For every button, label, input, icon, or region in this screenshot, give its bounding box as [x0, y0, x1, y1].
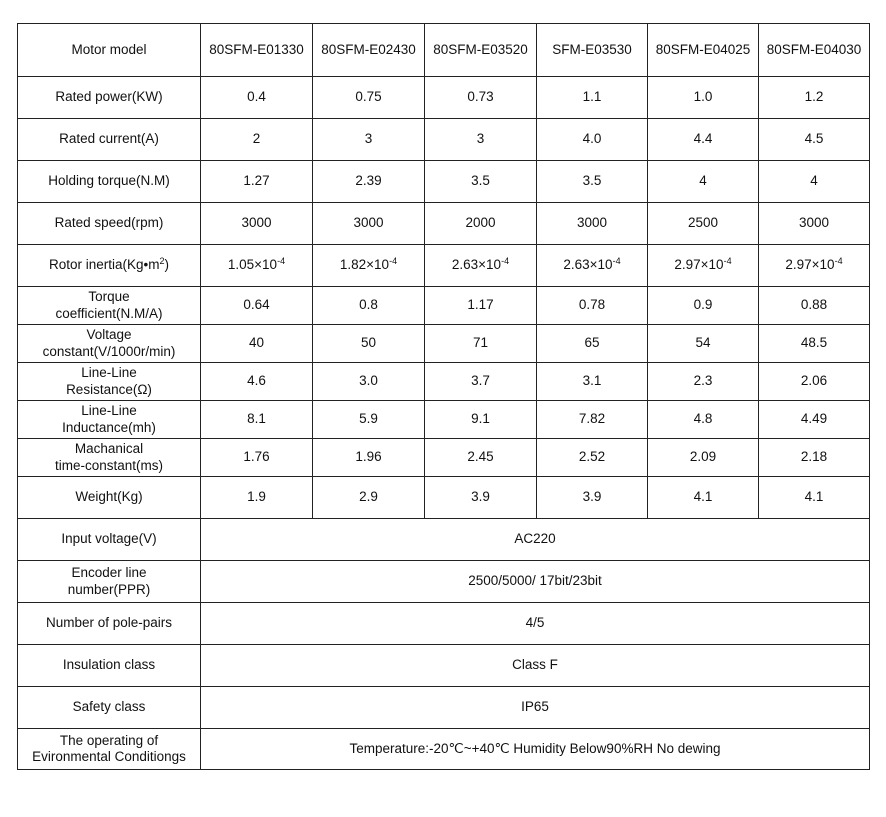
cell-value: 1.17 [425, 287, 537, 325]
value-exponent: -4 [389, 256, 398, 267]
cell-value: 1.0 [648, 77, 759, 119]
cell-value: 71 [425, 325, 537, 363]
cell-value: 3000 [201, 203, 313, 245]
cell-value: 3.0 [313, 363, 425, 401]
cell-value: 7.82 [537, 401, 648, 439]
table-row [18, 325, 870, 363]
cell-value: 1.27 [201, 161, 313, 203]
row-label: Input voltage(V) [18, 519, 201, 561]
cell-value: 0.78 [537, 287, 648, 325]
value-base: 2.97×10 [674, 257, 724, 273]
row-label: The operating of Evironmental Conditiongs [18, 729, 201, 770]
cell-value: 3.5 [425, 161, 537, 203]
cell-value: 9.1 [425, 401, 537, 439]
row-label: Motor model [18, 24, 201, 77]
cell-value: 2.3 [648, 363, 759, 401]
value-exponent: -4 [612, 256, 621, 267]
row-label: Line-Line Inductance(mh) [18, 401, 201, 439]
cell-value: 2.45 [425, 439, 537, 477]
row-label: Encoder line number(PPR) [18, 561, 201, 603]
cell-value [425, 245, 537, 287]
value-base: 2.97×10 [785, 257, 835, 273]
cell-value: 1.76 [201, 439, 313, 477]
motor-spec-table [17, 23, 870, 770]
cell-value: 3.9 [425, 477, 537, 519]
row-label: Holding torque(N.M) [18, 161, 201, 203]
table-row [18, 439, 870, 477]
cell-value: 3 [313, 119, 425, 161]
cell-value: 1.96 [313, 439, 425, 477]
cell-value [648, 245, 759, 287]
row-label: Torque coefficient(N.M/A) [18, 287, 201, 325]
table-row-shared [18, 645, 870, 687]
cell-value: 2 [201, 119, 313, 161]
cell-value: 3.9 [537, 477, 648, 519]
cell-value: 2500 [648, 203, 759, 245]
cell-value: 0.9 [648, 287, 759, 325]
table-row [18, 401, 870, 439]
row-label: Insulation class [18, 645, 201, 687]
cell-value: 4 [759, 161, 870, 203]
table-row-shared [18, 687, 870, 729]
model-header: 80SFM-E03520 [425, 24, 537, 77]
cell-value: 2000 [425, 203, 537, 245]
table-row [18, 161, 870, 203]
cell-value: 2.9 [313, 477, 425, 519]
cell-value: 3.7 [425, 363, 537, 401]
cell-value: 54 [648, 325, 759, 363]
model-header: 80SFM-E01330 [201, 24, 313, 77]
label-text: Rotor inertia(Kg•m [48, 257, 160, 273]
model-header: 80SFM-E04030 [759, 24, 870, 77]
cell-value: 4.49 [759, 401, 870, 439]
table-row [18, 119, 870, 161]
cell-value: 2.18 [759, 439, 870, 477]
cell-value: 48.5 [759, 325, 870, 363]
row-label: Number of pole-pairs [18, 603, 201, 645]
cell-value: 4.4 [648, 119, 759, 161]
cell-value: 4.8 [648, 401, 759, 439]
label-exponent: 2 [159, 256, 165, 267]
cell-value [201, 245, 313, 287]
cell-value [313, 245, 425, 287]
model-header: 80SFM-E02430 [313, 24, 425, 77]
row-label: Machanical time-constant(ms) [18, 439, 201, 477]
cell-value: 1.2 [759, 77, 870, 119]
label-text: ) [164, 257, 170, 273]
value-base: 2.63×10 [563, 257, 613, 273]
table-row-shared [18, 729, 870, 770]
cell-value: 3.1 [537, 363, 648, 401]
cell-value: 4.0 [537, 119, 648, 161]
shared-value: 2500/5000/ 17bit/23bit [201, 561, 870, 603]
cell-value: 2.39 [313, 161, 425, 203]
table-row [18, 203, 870, 245]
value-exponent: -4 [501, 256, 510, 267]
cell-value: 3000 [537, 203, 648, 245]
cell-value: 2.06 [759, 363, 870, 401]
cell-value: 50 [313, 325, 425, 363]
cell-value: 3000 [759, 203, 870, 245]
cell-value: 3000 [313, 203, 425, 245]
cell-value: 2.52 [537, 439, 648, 477]
value-exponent: -4 [834, 256, 843, 267]
model-header: SFM-E03530 [537, 24, 648, 77]
cell-value: 0.75 [313, 77, 425, 119]
table-row [18, 245, 870, 287]
row-label: Rated current(A) [18, 119, 201, 161]
cell-value: 4 [648, 161, 759, 203]
table-row-shared [18, 603, 870, 645]
shared-value: Class F [201, 645, 870, 687]
row-label: Safety class [18, 687, 201, 729]
cell-value: 1.1 [537, 77, 648, 119]
table-row [18, 77, 870, 119]
value-base: 1.82×10 [339, 257, 390, 273]
table-row [18, 363, 870, 401]
cell-value: 8.1 [201, 401, 313, 439]
table-row-shared [18, 519, 870, 561]
value-base: 2.63×10 [451, 257, 502, 273]
cell-value: 65 [537, 325, 648, 363]
table-row [18, 477, 870, 519]
cell-value [537, 245, 648, 287]
cell-value: 5.9 [313, 401, 425, 439]
value-exponent: -4 [277, 256, 286, 267]
cell-value: 4.1 [759, 477, 870, 519]
shared-value: Temperature:-20℃~+40℃ Humidity Below90%RH No dewing [201, 729, 870, 770]
row-label: Rated speed(rpm) [18, 203, 201, 245]
value-base: 1.05×10 [227, 257, 278, 273]
cell-value: 40 [201, 325, 313, 363]
cell-value: 1.9 [201, 477, 313, 519]
shared-value: IP65 [201, 687, 870, 729]
shared-value: AC220 [201, 519, 870, 561]
row-label: Weight(Kg) [18, 477, 201, 519]
cell-value: 0.64 [201, 287, 313, 325]
table-header-row [18, 24, 870, 77]
cell-value: 4.1 [648, 477, 759, 519]
table-row [18, 287, 870, 325]
cell-value: 2.09 [648, 439, 759, 477]
cell-value: 0.88 [759, 287, 870, 325]
cell-value [759, 245, 870, 287]
cell-value: 4.6 [201, 363, 313, 401]
cell-value: 3 [425, 119, 537, 161]
value-exponent: -4 [723, 256, 732, 267]
cell-value: 4.5 [759, 119, 870, 161]
cell-value: 0.73 [425, 77, 537, 119]
row-label [18, 245, 201, 287]
row-label: Voltage constant(V/1000r/min) [18, 325, 201, 363]
row-label: Rated power(KW) [18, 77, 201, 119]
cell-value: 0.8 [313, 287, 425, 325]
model-header: 80SFM-E04025 [648, 24, 759, 77]
row-label: Line-Line Resistance(Ω) [18, 363, 201, 401]
table-row-shared [18, 561, 870, 603]
cell-value: 3.5 [537, 161, 648, 203]
shared-value: 4/5 [201, 603, 870, 645]
cell-value: 0.4 [201, 77, 313, 119]
